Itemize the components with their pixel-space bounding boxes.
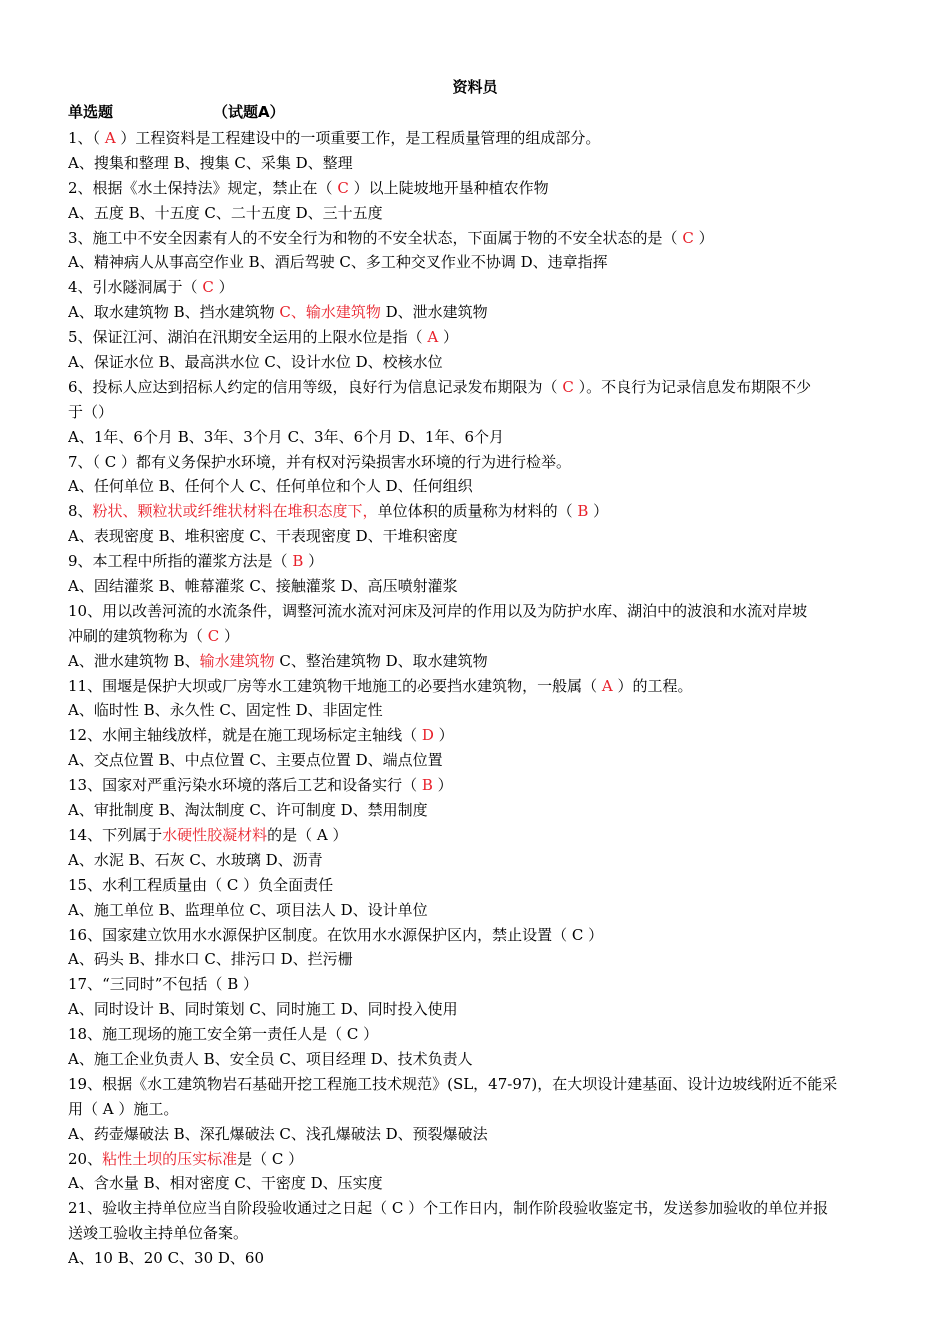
text-segment: A、同时设计 B、同时策划 C、同时施工 D、同时投入使用 <box>68 1000 458 1019</box>
text-segment: A、施工单位 B、监理单位 C、项目法人 D、设计单位 <box>68 900 428 919</box>
text-segment: 冲刷的建筑物称为（ <box>68 626 208 645</box>
question-text-line <box>68 226 888 251</box>
text-segment: 单位体积的质量称为材料的（ <box>377 502 578 521</box>
text-segment: 是（ C ） <box>237 1149 304 1168</box>
text-segment: 6、投标人应达到招标人约定的信用等级，良好行为信息记录发布期限为（ <box>68 377 563 396</box>
answer-options-line <box>68 798 888 823</box>
text-segment: A、固结灌浆 B、帷幕灌浆 C、接触灌浆 D、高压喷射灌浆 <box>68 577 458 596</box>
highlighted-text: A <box>427 328 439 347</box>
text-segment: A、临时性 B、永久性 C、固定性 D、非固定性 <box>68 701 383 720</box>
question-text-line <box>68 1072 888 1097</box>
text-segment: 用（ A ）施工。 <box>68 1099 179 1118</box>
text-segment: 19、根据《水工建筑物岩石基础开挖工程施工技术规范》(SL，47-97)，在大坝设计建基面、设计边坡线附近不能采 <box>68 1074 838 1093</box>
highlighted-text: C <box>207 626 220 645</box>
text-segment: ）的工程。 <box>612 676 693 695</box>
answer-options-line <box>68 250 888 275</box>
question-text-line <box>68 1196 888 1221</box>
answer-options-line <box>68 1122 888 1147</box>
text-segment: 于（） <box>68 402 114 421</box>
text-segment: ） <box>213 278 234 297</box>
text-segment: 3、施工中不安全因素有人的不安全行为和物的不安全状态，下面属于物的不安全状态的是（ <box>68 228 683 247</box>
answer-options-line <box>68 1047 888 1072</box>
text-segment: A、药壶爆破法 B、深孔爆破法 C、浅孔爆破法 D、预裂爆破法 <box>68 1124 488 1143</box>
highlighted-text: C <box>562 377 574 396</box>
text-segment: 4、引水隧洞属于（ <box>68 278 203 297</box>
answer-options-line <box>68 748 888 773</box>
text-segment: A、含水量 B、相对密度 C、干密度 D、压实度 <box>68 1174 383 1193</box>
highlighted-text: A <box>104 129 116 147</box>
answer-options-line <box>68 574 888 599</box>
question-text-line <box>68 972 888 997</box>
text-segment: ） <box>588 502 609 521</box>
highlighted-text: C <box>337 178 349 197</box>
question-text-line <box>68 400 888 425</box>
text-segment: 20、 <box>68 1149 103 1168</box>
text-segment: ） <box>432 776 453 795</box>
text-segment: ） <box>219 626 240 645</box>
highlighted-text: 水硬性胶凝材料 <box>162 825 268 844</box>
text-segment: 15、水利工程质量由（ C ）负全面责任 <box>68 875 334 894</box>
text-segment: A、表现密度 B、堆积密度 C、干表现密度 D、干堆积密度 <box>68 527 458 546</box>
highlighted-text: 粉状、颗粒状或纤维状材料在堆积态度下， <box>92 502 378 521</box>
text-segment: C、整治建筑物 D、取水建筑物 <box>274 651 488 670</box>
text-segment: D、泄水建筑物 <box>380 303 488 322</box>
question-text-line <box>68 1147 888 1172</box>
text-segment: ） <box>433 726 454 745</box>
highlighted-text: A <box>601 676 613 695</box>
question-type-label: 单选题 <box>68 103 114 121</box>
answer-options-line <box>68 350 888 375</box>
text-segment: ）。不良行为记录信息发布期限不少 <box>573 377 812 396</box>
highlighted-text: D <box>421 726 434 745</box>
text-segment: A、施工企业负责人 B、安全员 C、项目经理 D、技术负责人 <box>68 1049 473 1068</box>
text-segment: ） <box>693 228 714 247</box>
document-title: 资料员 <box>452 78 498 96</box>
answer-options-line <box>68 474 888 499</box>
text-segment: A、水泥 B、石灰 C、水玻璃 D、沥青 <box>68 850 323 869</box>
answer-options-line <box>68 425 888 450</box>
text-segment: 8、 <box>68 502 93 521</box>
highlighted-text: B <box>577 502 589 521</box>
question-text-line <box>68 723 888 748</box>
text-segment: A、交点位置 B、中点位置 C、主要点位置 D、端点位置 <box>68 751 443 770</box>
text-segment: 12、水闸主轴线放样，就是在施工现场标定主轴线（ <box>68 726 422 745</box>
question-text-line <box>68 1221 888 1246</box>
text-segment: A、取水建筑物 B、挡水建筑物 <box>68 303 280 322</box>
question-text-line <box>68 1022 888 1047</box>
text-segment: 11、围堰是保护大坝或厂房等水工建筑物干地施工的必要挡水建筑物，一般属（ <box>68 676 602 695</box>
answer-options-line <box>68 300 888 325</box>
question-text-line <box>68 126 888 151</box>
answer-options-line <box>68 1171 888 1196</box>
question-text-line <box>68 325 888 350</box>
text-segment: 17、“三同时”不包括（ B ） <box>68 975 258 994</box>
answer-options-line <box>68 151 888 176</box>
text-segment: 21、验收主持单位应当自阶段验收通过之日起（ C ）个工作日内，制作阶段验收鉴定书，发送参加验收的单位并报 <box>68 1199 829 1218</box>
text-segment: 18、施工现场的施工安全第一责任人是（ C ） <box>68 1025 379 1044</box>
text-segment: A、任何单位 B、任何个人 C、任何单位和个人 D、任何组织 <box>68 477 473 496</box>
text-segment: A、保证水位 B、最高洪水位 C、设计水位 D、校核水位 <box>68 353 443 372</box>
text-segment: A、泄水建筑物 B、 <box>68 651 200 670</box>
text-segment: A、1年、6个月 B、3年、3个月 C、3年、6个月 D、1年、6个月 <box>68 427 505 446</box>
highlighted-text: B <box>421 776 433 795</box>
text-segment: 14、下列属于 <box>68 825 163 844</box>
text-segment: A、精神病人从事高空作业 B、酒后驾驶 C、多工种交叉作业不协调 D、违章指挥 <box>68 253 608 272</box>
text-segment: 16、国家建立饮用水水源保护区制度。在饮用水水源保护区内，禁止设置（ C ） <box>68 925 604 944</box>
text-segment: 1、（ <box>68 129 105 147</box>
answer-options-line <box>68 997 888 1022</box>
answer-options-line <box>68 524 888 549</box>
answer-options-line <box>68 649 888 674</box>
text-segment: ）工程资料是工程建设中的一项重要工作，是工程质量管理的组成部分。 <box>115 129 601 147</box>
question-text-line <box>68 873 888 898</box>
highlighted-text: C <box>202 278 214 297</box>
text-segment: A、码头 B、排水口 C、排污口 D、拦污栅 <box>68 950 353 969</box>
answer-options-line <box>68 898 888 923</box>
text-segment: A、五度 B、十五度 C、二十五度 D、三十五度 <box>68 203 383 222</box>
highlighted-text: C <box>682 228 694 247</box>
highlighted-text: B <box>292 552 304 571</box>
text-segment: 7、（ C ）都有义务保护水环境，并有权对污染损害水环境的行为进行检举。 <box>68 452 572 471</box>
question-text-line <box>68 375 888 400</box>
question-text-line <box>68 674 888 699</box>
answer-options-line <box>68 947 888 972</box>
question-text-line <box>68 923 888 948</box>
answer-options-line <box>68 848 888 873</box>
text-segment: A、搜集和整理 B、搜集 C、采集 D、整理 <box>68 153 353 172</box>
question-text-line <box>68 599 888 624</box>
question-text-line <box>68 773 888 798</box>
text-segment: 2、根据《水土保持法》规定，禁止在（ <box>68 178 338 197</box>
question-text-line <box>68 549 888 574</box>
section-heading <box>68 101 285 122</box>
answer-options-line <box>68 201 888 226</box>
question-text-line <box>68 624 888 649</box>
paper-label: （试题A） <box>213 103 285 121</box>
text-segment: 13、国家对严重污染水环境的落后工艺和设备实行（ <box>68 776 422 795</box>
question-text-line <box>68 275 888 300</box>
text-segment: 5、保证江河、湖泊在汛期安全运用的上限水位是指（ <box>68 328 428 347</box>
highlighted-text: 输水建筑物 <box>199 651 275 670</box>
text-segment: 9、本工程中所指的灌浆方法是（ <box>68 552 293 571</box>
text-segment: ） <box>303 552 324 571</box>
question-text-line <box>68 176 888 201</box>
question-list <box>68 126 888 1271</box>
text-segment: A、10 B、20 C、30 D、60 <box>68 1249 265 1268</box>
text-segment: ）以上陡坡地开垦种植农作物 <box>348 178 549 197</box>
question-text-line <box>68 499 888 524</box>
text-segment: ） <box>438 328 458 347</box>
text-segment: A、审批制度 B、淘汰制度 C、许可制度 D、禁用制度 <box>68 801 428 820</box>
question-text-line <box>68 1097 888 1122</box>
highlighted-text: C、输水建筑物 <box>279 303 381 322</box>
text-segment: 的是（ A ） <box>267 825 348 844</box>
answer-options-line <box>68 698 888 723</box>
answer-options-line <box>68 1246 888 1271</box>
question-text-line <box>68 450 888 475</box>
highlighted-text: 粘性土坝的压实标准 <box>102 1149 238 1168</box>
text-segment: 送竣工验收主持单位备案。 <box>68 1224 249 1243</box>
question-text-line <box>68 823 888 848</box>
text-segment: 10、用以改善河流的水流条件，调整河流水流对河床及河岸的作用以及为防护水库、湖泊中的波浪和水流对岸坡 <box>68 601 808 620</box>
